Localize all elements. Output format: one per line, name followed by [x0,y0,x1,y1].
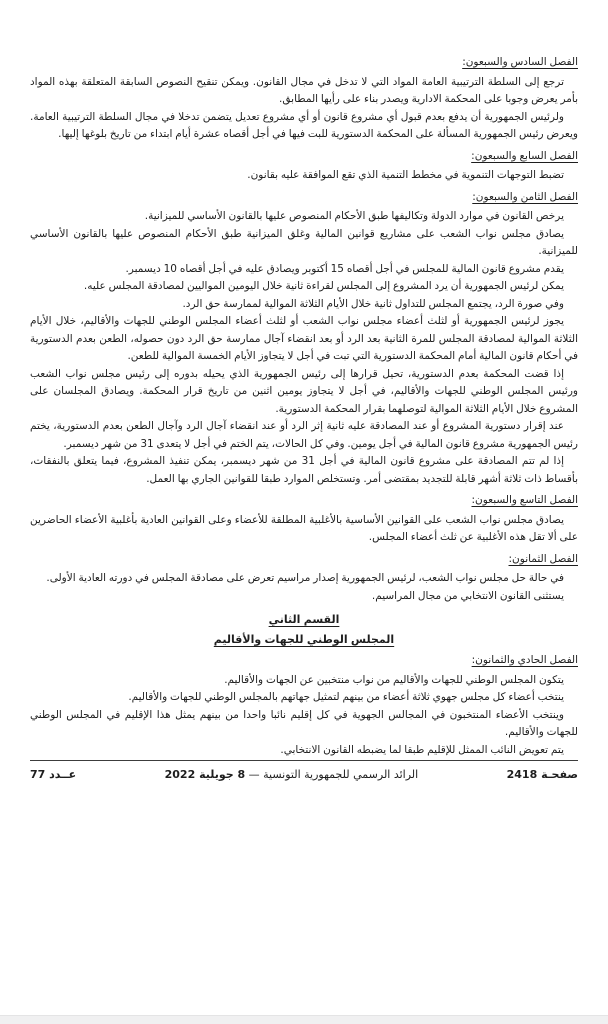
page-number [507,768,578,781]
document-body [30,50,578,756]
paragraph: يقدم مشروع قانون المالية للمجلس في أجل أقصاه 15 أكتوبر ويصادق عليه في أجل أقصاه 10 ديسمبر. [125,262,564,275]
section-title: القسم الثاني [268,613,340,626]
chapter-heading-79: الفصل التاسع والسبعون: [471,494,578,506]
footer-divider [30,760,578,761]
page-number-label: صفحـة [541,768,578,781]
paragraph: يستثنى القانون الانتخابي من مجال المراسيم. [371,589,564,602]
journal-title: الرائد الرسمي للجمهورية التونسية [263,768,419,781]
chapter-heading-78: الفصل الثامن والسبعون: [472,190,578,203]
chapter-heading-80: الفصل الثمانون: [508,552,578,565]
issue-number [30,768,76,781]
paragraph: في حالة حل مجلس نواب الشعب، لرئيس الجمهورية إصدار مراسيم تعرض على مصادقة المجلس في دورته العادية الأولى. [46,572,564,584]
paragraph: ترجع إلى السلطة الترتيبية العامة المواد التي لا تدخل في مجال القانون. ويمكن تنقيح النصوص السابقة المتعلقة بهذه المواد بأمر يعرض وجوبا على المحكمة الادارية ويصدر بناء على رأيها المطابق. [30,75,578,105]
paragraph: يتكون المجلس الوطني للجهات والأقاليم من نواب منتخبين عن الجهات والأقاليم. [224,673,564,686]
paragraph: تضبط التوجهات التنموية في مخطط التنمية الذي تقع الموافقة عليه بقانون. [247,169,564,181]
subsection-title: المجلس الوطني للجهات والأقاليم [213,632,395,646]
paragraph: وينتخب الأعضاء المنتخبون في المجالس الجهوية في كل إقليم نائبا واحدا من بينهم يمثل هذا الإقليم في المجلس الوطني للجهات والأقاليم. [30,708,578,738]
paragraph: يتم تعويض النائب الممثل للإقليم طبقا لما يضبطه القانون الانتخابي. [280,743,564,756]
issue-number-label: عــدد [49,768,77,781]
paragraph: ينتخب أعضاء كل مجلس جهوي ثلاثة أعضاء من بينهم لتمثيل جهاتهم بالمجلس الوطني للجهات والأقاليم. [128,691,564,703]
paragraph: يجوز لرئيس الجمهورية أو لثلث أعضاء مجلس نواب الشعب أو لثلث أعضاء المجلس الوطني للجهات والأقاليم، خلال الأيام الثلاثة الموالية لمصادقة المجلس للمرة الثانية بعد الرد أو بعد انقضاء آجال ممارسة حق الرد دون حصوله، الطعن بعدم الدستورية في أحكام قانون المالية أمام المحكمة الدستورية التي تبت في أجل لا يتجاوز الأيام الخمسة الموالية للطعن. [30,315,578,362]
paragraph: يصادق مجلس نواب الشعب على مشاريع قوانين المالية وغلق الميزانية طبق الأحكام المنصوص عليها بالقانون الأساسي للميزانية. [30,227,578,257]
chapter-heading-81: الفصل الحادي والثمانون: [471,654,578,666]
viewer-page-edge [0,1015,608,1024]
page-number-value: 2418 [506,768,538,781]
issue-number-value: 77 [30,768,46,781]
paragraph: ولرئيس الجمهورية أن يدفع بعدم قبول أي مشروع قانون أو أي مشروع تعديل يتضمن تدخلا في مجال السلطة الترتيبية العامة. ويعرض رئيس الجمهورية المسألة على المحكمة الدستورية للبت فيها في أجل أقصاه عشرة أيام ابتداء من تاريخ بلوغها إليها. [30,110,578,140]
paragraph: إذا لم تتم المصادقة على مشروع قانون المالية في أجل 31 من شهر ديسمبر، يمكن تنفيذ المشروع، فيما يتعلق بالنفقات، بأقساط ذات ثلاثة أشهر قابلة للتجديد بمقتضى أمر. وتستخلص الموارد طبقا للقوانين الجاري بها العمل. [30,455,578,485]
paragraph: يرخص القانون في موارد الدولة وتكاليفها طبق الأحكام المنصوص عليها بالقانون الأساسي للميزانية. [144,210,564,222]
journal-title-and-date [165,768,419,781]
footer-separator: — [248,768,260,781]
paragraph: يمكن لرئيس الجمهورية أن يرد المشروع إلى المجلس لقراءة ثانية خلال اليومين المواليين لمصادقة المجلس عليه. [83,280,564,292]
paragraph: عند إقرار دستورية المشروع أو عند المصادقة عليه ثانية إثر الرد أو عند انقضاء آجال الرد وآجال الطعن بعدم الدستورية، يختم رئيس الجمهورية مشروع قانون المالية في أجل يومين. وفي كل الحالات، يتم الختم في أجل لا يتعدى 31 من شهر ديسمبر. [30,420,578,450]
issue-date: 8 جويلية 2022 [164,768,246,781]
chapter-heading-77: الفصل السابع والسبعون: [471,149,578,162]
paragraph: يصادق مجلس نواب الشعب على القوانين الأساسية بالأغلبية المطلقة للأعضاء وعلى القوانين العادية بأغلبية الأعضاء الحاضرين على ألا تقل هذه الأغلبية عن ثلث أعضاء المجلس. [30,513,578,543]
paragraph: إذا قضت المحكمة بعدم الدستورية، تحيل قرارها إلى رئيس الجمهورية الذي يحيله بدوره إلى رئيس مجلس نواب الشعب ورئيس المجلس الوطني للجهات والأقاليم، في أجل لا يتجاوز يومين اثنين من تاريخ قرار المحكمة. ويصادق المجلسان على المشروع خلال الأيام الثلاثة الموالية لتوصلهما بقرار المحكمة الدستورية. [30,367,578,415]
page-footer [30,760,578,781]
chapter-heading-76: الفصل السادس والسبعون: [462,56,578,68]
paragraph: وفي صورة الرد، يجتمع المجلس للتداول ثانية خلال الأيام الثلاثة الموالية لممارسة حق الرد. [182,297,564,310]
